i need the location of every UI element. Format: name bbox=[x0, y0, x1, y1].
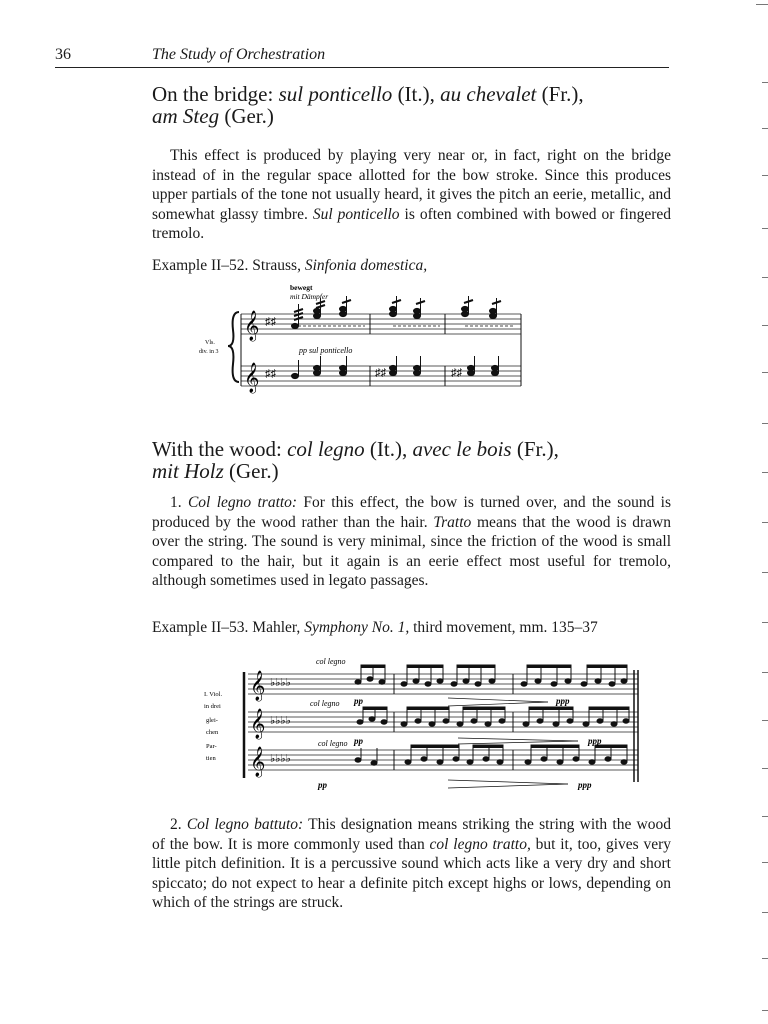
paragraph-bridge bbox=[152, 146, 671, 244]
scan-edge-mark bbox=[762, 372, 768, 373]
scan-edge-mark bbox=[762, 128, 768, 129]
heading-text: (It.), bbox=[392, 82, 441, 106]
paragraph-col-legno-battuto bbox=[152, 815, 671, 913]
score-svg bbox=[198, 652, 644, 798]
example-52-caption bbox=[152, 256, 672, 276]
brace bbox=[228, 312, 239, 382]
scan-edge-mark bbox=[762, 277, 768, 278]
instrument-label: Vls. bbox=[205, 340, 215, 346]
heading-text: (Fr.), bbox=[511, 437, 559, 461]
paragraph-text: means that the wood is drawn over the string. The sound is very minimal, since the friction of the wood is small compared to the hair, but it again is an eerie effect most useful for tremolo, although sometimes used in legato passages. bbox=[152, 513, 671, 589]
scan-edge-mark bbox=[762, 572, 768, 573]
score-svg bbox=[195, 282, 525, 404]
tempo-marking: bewegt bbox=[290, 283, 313, 292]
accidental-sharp: ♯♯ bbox=[451, 367, 462, 379]
key-signature: ♭♭♭♭ bbox=[270, 753, 291, 765]
instrument-label: tien bbox=[206, 755, 216, 762]
section-heading-bridge bbox=[152, 83, 672, 127]
heading-term: au chevalet bbox=[440, 82, 537, 106]
instrument-label: chen bbox=[206, 729, 219, 736]
scan-edge-mark bbox=[762, 228, 768, 229]
heading-text: (Fr.), bbox=[536, 82, 584, 106]
scan-edge-mark bbox=[762, 1010, 768, 1011]
scan-edge-mark bbox=[756, 4, 768, 5]
scan-edge-mark bbox=[762, 82, 768, 83]
scan-edge-mark bbox=[762, 175, 768, 176]
instrument-label: I. Viol. bbox=[204, 691, 223, 698]
caption-title: Sinfonia domestica, bbox=[304, 257, 428, 274]
key-signature: ♭♭♭♭ bbox=[270, 677, 291, 689]
list-number: 1. bbox=[170, 494, 188, 511]
paragraph-col-legno-tratto bbox=[152, 493, 671, 591]
caption-text: Example II–53. Mahler, bbox=[152, 619, 305, 636]
instrument-label: Par- bbox=[206, 743, 217, 750]
caption-text: Example II–52. Strauss, bbox=[152, 257, 305, 274]
dynamic-ppp: ppp bbox=[556, 696, 570, 706]
scan-edge-mark bbox=[762, 816, 768, 817]
paragraph-term: Sul ponticello bbox=[312, 205, 400, 223]
paragraph-term: Tratto bbox=[433, 513, 472, 531]
heading-term: avec le bois bbox=[412, 437, 512, 461]
heading-text: (Ger.) bbox=[223, 459, 279, 483]
paragraph-term: Col legno tratto: bbox=[187, 494, 298, 511]
scan-edge-mark bbox=[762, 862, 768, 863]
scan-edge-mark bbox=[762, 672, 768, 673]
scan-edge-mark bbox=[762, 423, 768, 424]
col-legno-marking: col legno bbox=[310, 699, 340, 708]
scan-edge-mark bbox=[762, 522, 768, 523]
instrument-label: glei- bbox=[206, 717, 218, 724]
scan-edge-mark bbox=[762, 325, 768, 326]
key-signature: ♯♯ bbox=[265, 316, 276, 328]
treble-clef: 𝄞 bbox=[250, 709, 266, 738]
instrument-label: in drei bbox=[204, 703, 221, 710]
lower-notes bbox=[292, 356, 499, 379]
dynamic-pp: pp bbox=[354, 736, 363, 746]
heading-text: On the bridge: bbox=[152, 82, 279, 106]
tremolo-slashes bbox=[294, 300, 501, 320]
dynamic-ppp: ppp bbox=[588, 736, 602, 746]
col-legno-marking: col legno bbox=[316, 657, 346, 666]
paragraph-text: is often combined with bowed or fingered tremolo. bbox=[152, 205, 671, 242]
page-number: 36 bbox=[55, 46, 71, 63]
instrument-label: div. in 3 bbox=[199, 349, 219, 355]
key-signature: ♭♭♭♭ bbox=[270, 715, 291, 727]
scan-edge-mark bbox=[762, 720, 768, 721]
col-legno-marking: col legno bbox=[318, 739, 348, 748]
scan-edge-mark bbox=[762, 622, 768, 623]
heading-text: With the wood: bbox=[152, 437, 288, 461]
paragraph-text: This effect is produced by playing very near or, in fact, right on the bridge instead of in the regular space allotted for the bow stroke. Since this produces upper partials of the tone not usually heard, it gives the pitch an eerie, metallic, and somewhat glassy timbre. bbox=[152, 147, 671, 223]
list-number: 2. bbox=[170, 816, 187, 833]
dynamic-pp: pp bbox=[354, 696, 363, 706]
caption-text: third movement, mm. 135–37 bbox=[409, 619, 598, 636]
treble-clef: 𝄞 bbox=[244, 363, 260, 392]
paragraph-text: but it, too, gives very little pitch definition. It is a percussive sound which acts like a very dry and short spiccato; do not expect to hear a definite pitch except highs or lows, depending on which of the strings are struck. bbox=[152, 835, 671, 911]
heading-term: sul ponticello bbox=[278, 82, 393, 106]
caption-title: Symphony No. 1, bbox=[304, 619, 410, 636]
accidental-sharp: ♯♯ bbox=[375, 367, 386, 379]
example-53-caption bbox=[152, 618, 642, 638]
section-heading-wood bbox=[152, 438, 672, 482]
scan-edge-mark bbox=[762, 912, 768, 913]
heading-text: (It.), bbox=[364, 437, 413, 461]
instrument-label-block bbox=[204, 691, 222, 762]
scan-edge-mark bbox=[762, 768, 768, 769]
paragraph-text: This designation means striking the string with the wood of the bow. It is more commonly used than bbox=[152, 816, 671, 853]
staff-upper bbox=[241, 314, 521, 334]
paragraph-text: For this effect, the bow is turned over, and the sound is produced by the wood rather than the hair. bbox=[152, 494, 671, 531]
scan-edge-mark bbox=[762, 958, 768, 959]
staff-1-notes bbox=[355, 665, 627, 686]
treble-clef: 𝄞 bbox=[250, 671, 266, 700]
dynamic-ppp: ppp bbox=[578, 780, 592, 790]
mute-marking: mit Dämpfer bbox=[290, 292, 329, 301]
music-example-52 bbox=[195, 282, 525, 404]
heading-term: am Steg bbox=[152, 104, 220, 128]
paragraph-term: col legno tratto, bbox=[429, 835, 531, 853]
music-example-53 bbox=[198, 652, 644, 798]
staff-2-notes bbox=[357, 707, 629, 726]
dynamic-pp: pp bbox=[318, 780, 327, 790]
heading-term: mit Holz bbox=[152, 459, 224, 483]
heading-text: (Ger.) bbox=[219, 104, 274, 128]
key-signature: ♯♯ bbox=[265, 368, 276, 380]
scan-edge-mark bbox=[762, 472, 768, 473]
running-title: The Study of Orchestration bbox=[152, 46, 326, 63]
treble-clef: 𝄞 bbox=[244, 311, 260, 340]
dynamic-marking: pp sul ponticello bbox=[299, 346, 353, 355]
paragraph-term: Col legno battuto: bbox=[186, 816, 304, 833]
heading-term: col legno bbox=[287, 437, 365, 461]
treble-clef: 𝄞 bbox=[250, 747, 266, 776]
header-rule bbox=[55, 67, 669, 68]
